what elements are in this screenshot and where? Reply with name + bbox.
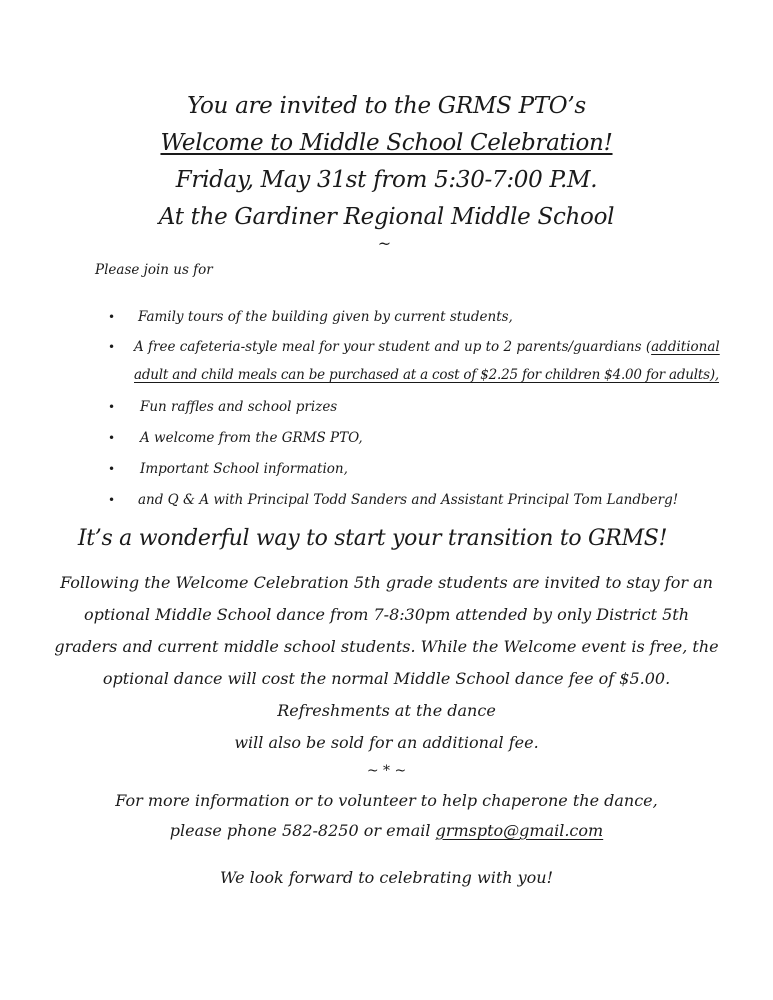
event-title [0, 125, 773, 162]
tagline: It’s a wonderful way to start your transition to GRMS! [77, 526, 668, 551]
invitation-line: You are invited to the GRMS PTO’s [187, 93, 586, 119]
activity-info: Important School information, [140, 461, 348, 477]
dance-line-2: optional Middle School dance from 7-8:30pm attended by only District 5th [83, 605, 690, 624]
activity-tours: Family tours of the building given by current students, [138, 309, 513, 325]
list-item [108, 485, 708, 516]
dance-line-6: will also be sold for an additional fee. [234, 733, 539, 752]
event-location: At the Gardiner Regional Middle School [158, 204, 615, 230]
list-item [108, 392, 708, 423]
dance-line-4: optional dance will cost the normal Middle School dance fee of $5.00. [102, 669, 671, 688]
contact-phone-text: please phone 582-8250 or email [169, 821, 436, 840]
event-date-time: Friday, May 31st from 5:30-7:00 P.M. [175, 167, 598, 193]
header-separator: ~ [377, 234, 392, 253]
list-item [108, 423, 708, 454]
list-item [108, 302, 708, 333]
list-item [108, 333, 720, 389]
body-separator: ~ * ~ [366, 763, 407, 779]
contact-info [0, 786, 773, 846]
intro-text: Please join us for [95, 262, 213, 278]
activity-welcome: A welcome from the GRMS PTO, [140, 430, 363, 446]
email-link[interactable]: grmspto@gmail.com [435, 821, 604, 840]
activity-list [108, 302, 720, 516]
contact-line-1: For more information or to volunteer to help chaperone the dance, [115, 791, 658, 810]
activity-qa: and Q & A with Principal Todd Sanders and Assistant Principal Tom Landberg! [138, 492, 679, 508]
dance-line-3: graders and current middle school students. While the Welcome event is free, the [54, 637, 719, 656]
event-title-text: Welcome to Middle School Celebration! [160, 130, 613, 156]
dance-info [0, 567, 773, 783]
activity-raffles: Fun raffles and school prizes [140, 399, 338, 415]
contact-line-2 [0, 816, 773, 846]
closing-line: We look forward to celebrating with you! [219, 868, 554, 887]
dance-line-5: Refreshments at the dance [277, 701, 496, 720]
dance-line-1: Following the Welcome Celebration 5th grade students are invited to stay for an [60, 573, 713, 592]
activity-meal: A free cafeteria-style meal for your student and up to 2 parents/guardians ( [134, 339, 652, 355]
meal-note-start: additional [651, 339, 720, 355]
flyer-header [0, 88, 773, 252]
meal-note-cont: adult and child meals can be purchased at a cost of $2.25 for children $4.00 for adults), [134, 367, 720, 383]
list-item [108, 454, 708, 485]
